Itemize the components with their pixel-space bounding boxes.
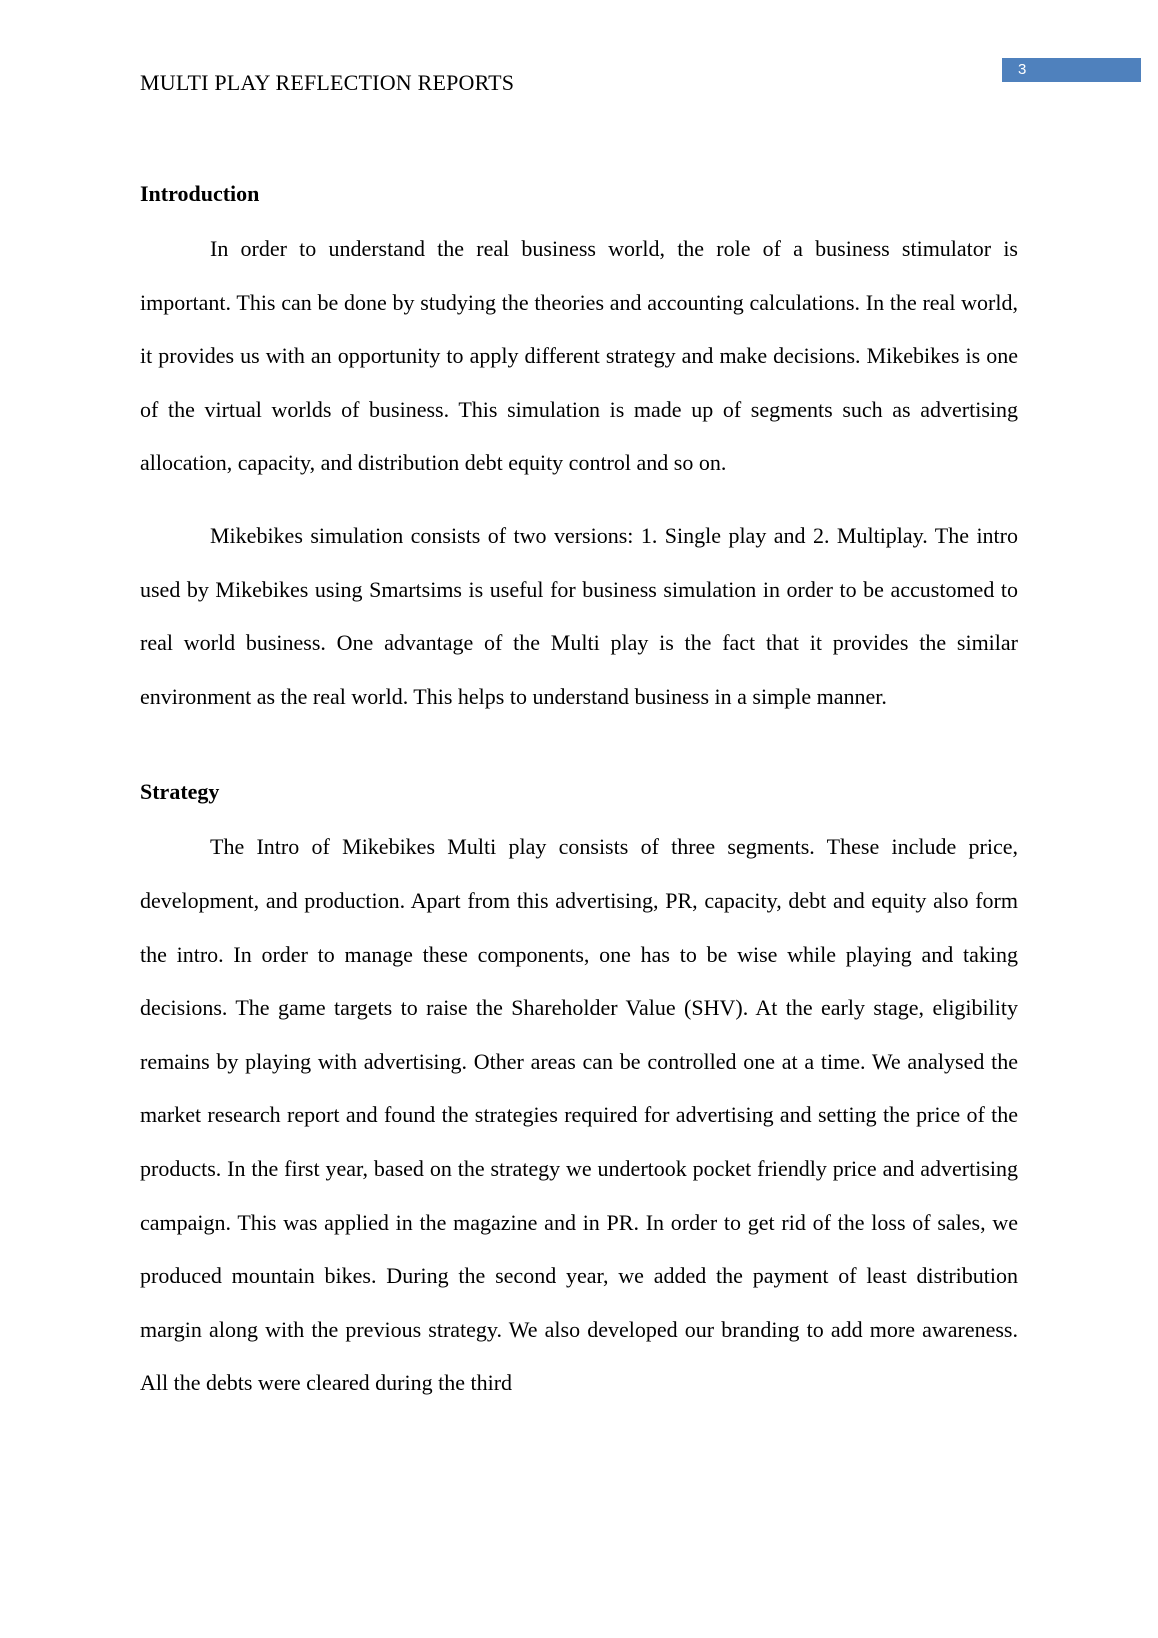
introduction-paragraph-2: Mikebikes simulation consists of two versions: 1. Single play and 2. Multiplay. The intro used by Mikebikes using Smartsims is useful for business simulation in order to be accustomed to real world business. One advantage of the Multi play is the fact that it provides the similar environment as the real world. This helps to understand business in a simple manner. [140,522,1018,709]
strategy-paragraph-1: The Intro of Mikebikes Multi play consists of three segments. These include price, development, and production. Apart from this advertising, PR, capacity, debt and equity also form the intro. In order to manage these components, one has to be wise while playing and taking decisions. The game targets to raise the Shareholder Value (SHV). At the early stage, eligibility remains by playing with advertising. Other areas can be controlled one at a time. We analysed the market research report and found the strategies required for advertising and setting the price of the products. In the first year, based on the strategy we undertook pocket friendly price and advertising campaign. This was applied in the magazine and in PR. In order to get rid of the loss of sales, we produced mountain bikes. During the second year, we added the payment of least distribution margin along with the previous strategy. We also developed our branding to add more awareness. All the debts were cleared during the third [140,834,1018,1396]
section-heading-introduction: Introduction [140,181,260,206]
paragraph-spacer [140,490,1018,509]
section-spacer [140,723,1018,776]
section-heading-strategy: Strategy [140,779,220,805]
document-body [140,178,1018,1410]
running-header-title: MULTI PLAY REFLECTION REPORTS [140,70,515,95]
page-number-badge: 3 [1002,58,1141,82]
introduction-paragraph-1: In order to understand the real business world, the role of a business stimulator is important. This can be done by studying the theories and accounting calculations. In the real world, it provides us with an opportunity to apply different strategy and make decisions. Mikebikes is one of the virtual worlds of business. This simulation is made up of segments such as advertising allocation, capacity, and distribution debt equity control and so on. [140,236,1018,476]
